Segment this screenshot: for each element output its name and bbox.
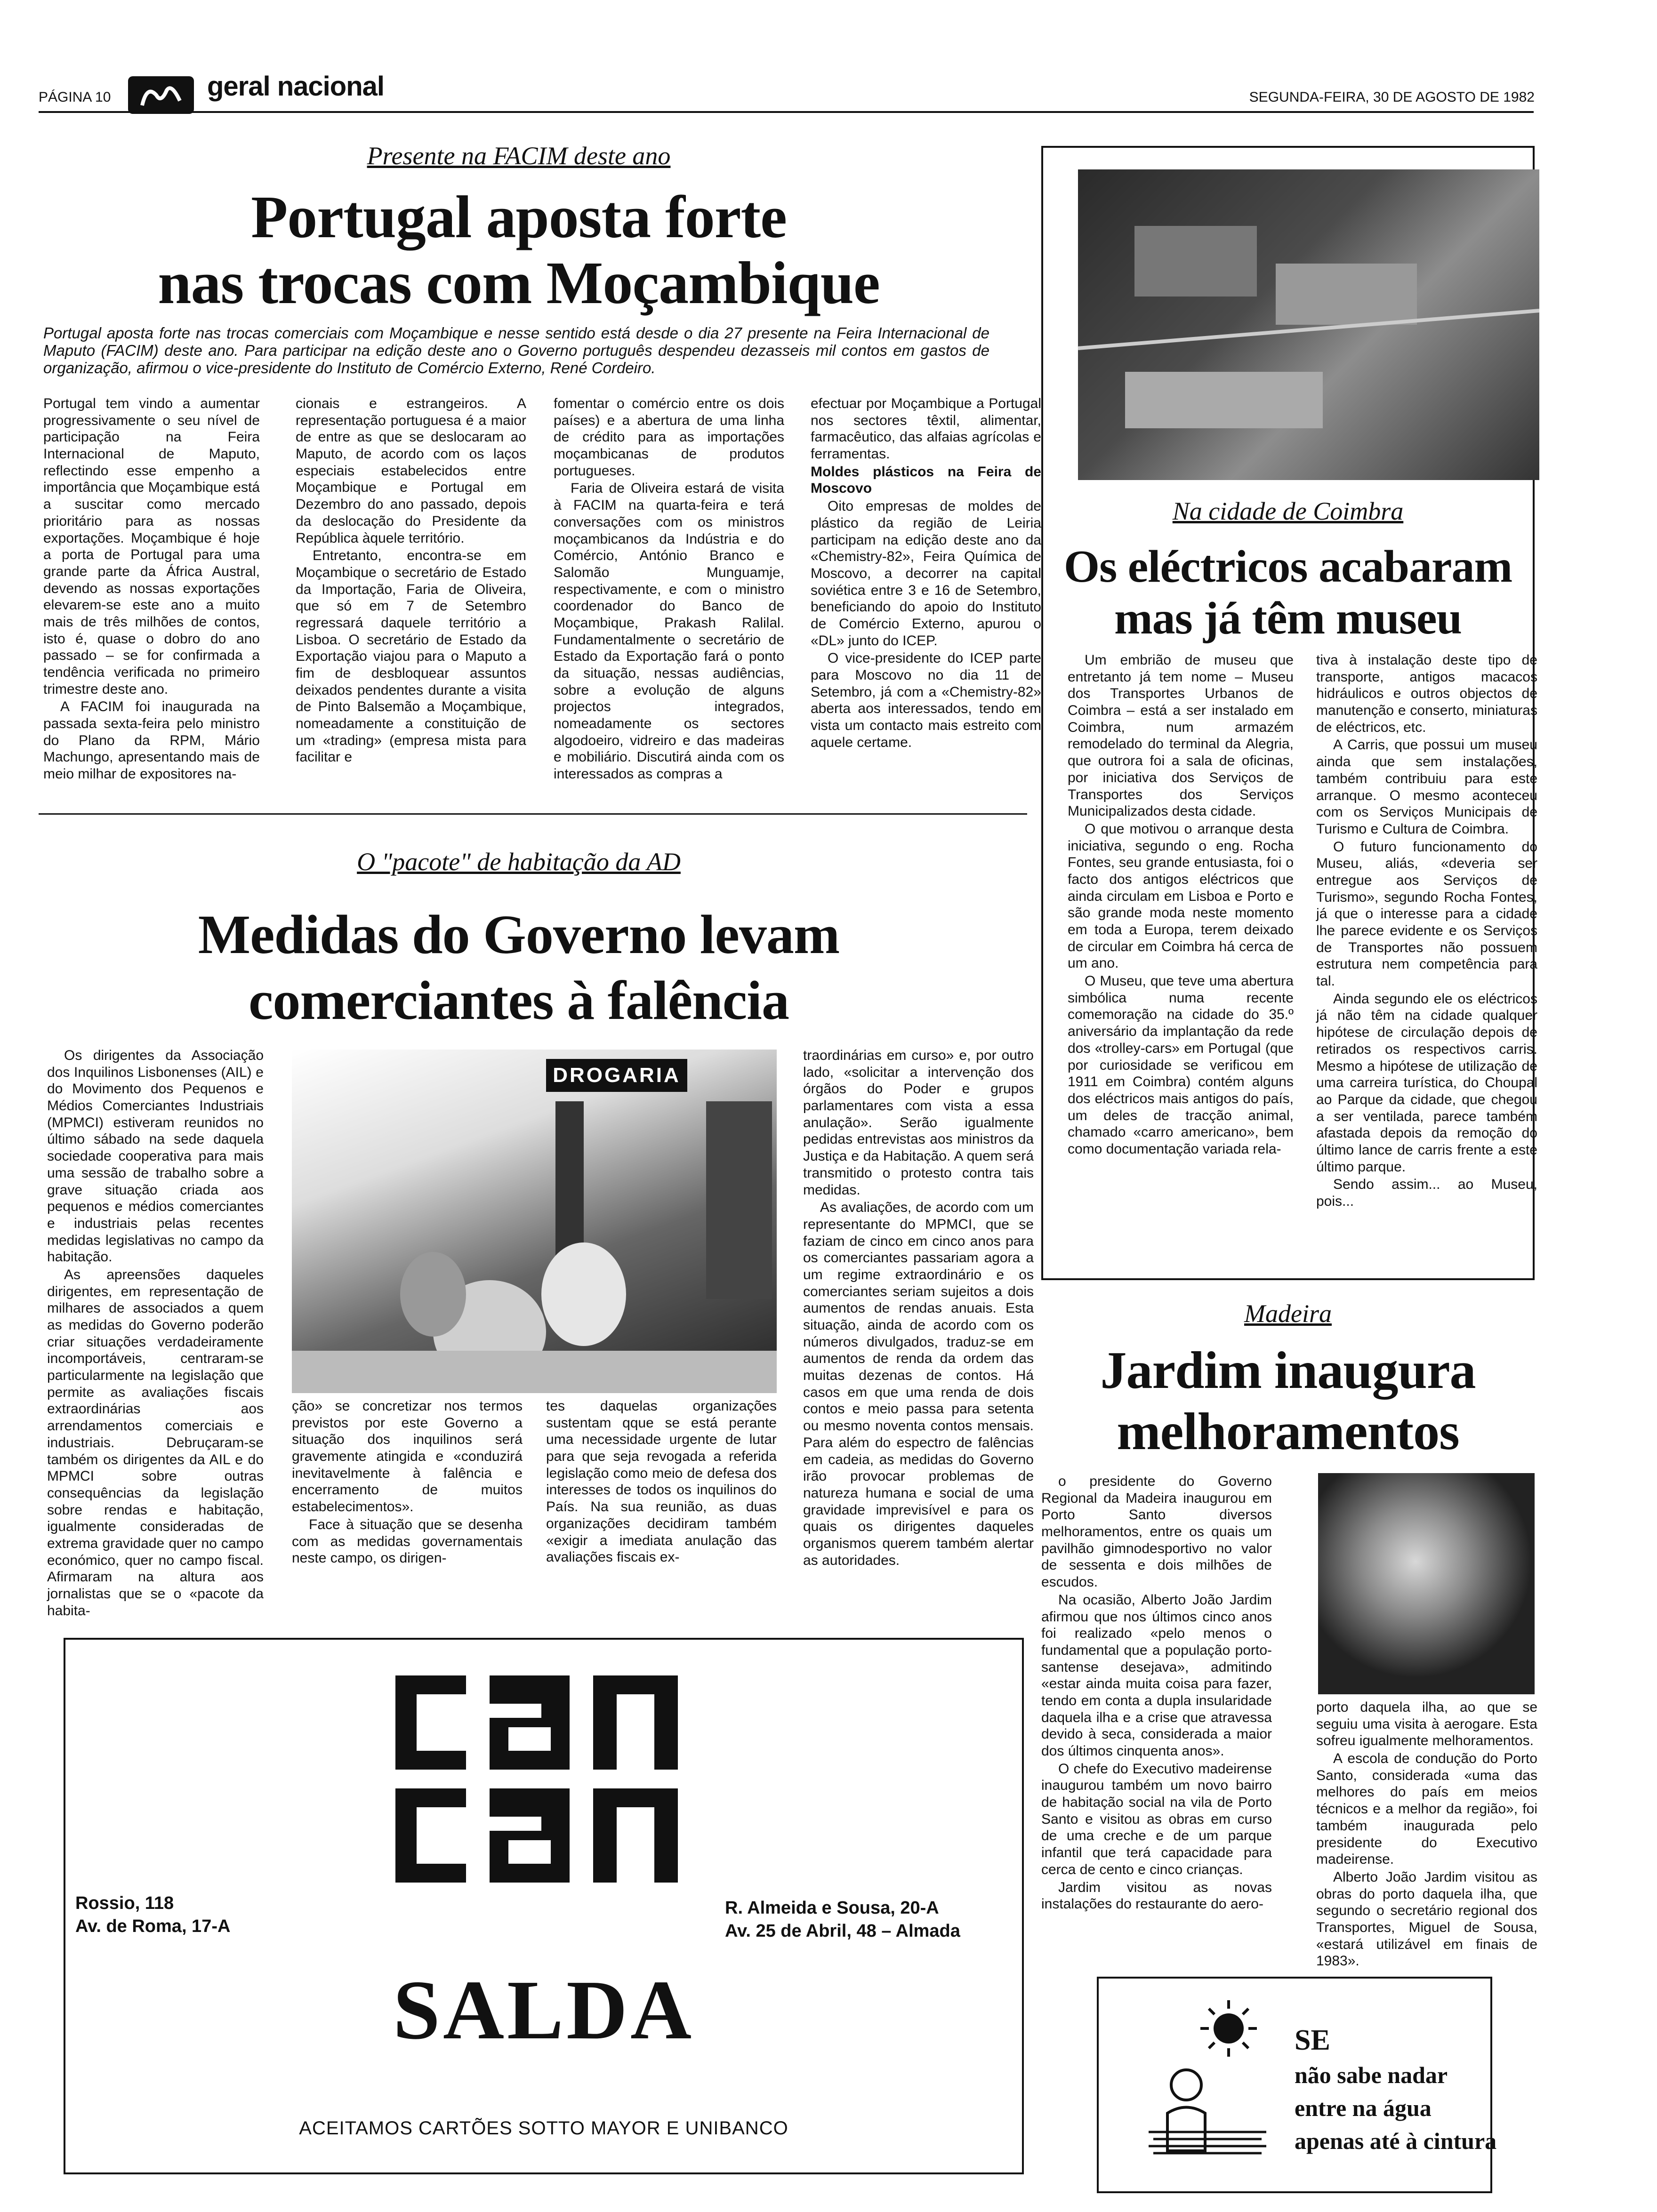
address-line: Av. 25 de Abril, 48 – Almada <box>725 1921 960 1941</box>
paragraph: Face à situação que se desenha com as medidas governamentais neste campo, os dirigen- <box>292 1516 523 1566</box>
paragraph: Jardim visitou as novas instalações do restaurante do aero- <box>1041 1879 1272 1912</box>
paragraph: porto daquela ilha, ao que se seguiu uma visita à aerogare. Esta sofreu igualmente melhoramentos. <box>1316 1699 1537 1749</box>
article1-column-4 <box>811 395 1041 781</box>
paragraph: As apreensões daqueles dirigentes, em representação de milhares de associados a quem as medidas do Governo poderão criar situações verdadeiramente incomportáveis, centraram-se particularmente na legislação que permite as avaliações fiscais extraordinárias aos arrendamentos comerciais e industriais. Debruçaram-se também os dirigentes da AIL e do MPMCI sobre outras consequências da legislação sobre rendas e habitação, igualmente consideradas de extrema gravidade quer no campo económico, quer no campo fiscal. Afirmaram na altura aos jornalistas que se o «pacote da habita- <box>47 1266 264 1619</box>
tram-museum-photo <box>1078 169 1539 480</box>
article4-headline-line1: Jardim inaugura <box>1100 1341 1476 1400</box>
section-title: geral nacional <box>207 71 385 102</box>
advert-address-left <box>75 1892 230 1939</box>
article-divider <box>39 813 1027 815</box>
article1-column-3 <box>554 395 784 781</box>
article1-lead: Portugal aposta forte nas trocas comerciais com Moçambique e nesse sentido está desde o dia 27 presente na Feira Internacional de Maputo (FACIM) deste ano. Para participar na edição deste ano o Governo português despendeu dezasseis mil contos em gastos de organização, afirmou o vice-presidente do Instituto de Comércio Externo, René Cordeiro. <box>43 324 989 377</box>
article4-headline-line2: melhoramentos <box>1117 1403 1459 1461</box>
address-line: Rossio, 118 <box>75 1893 174 1913</box>
paragraph: O futuro funcionamento do Museu, aliás, «deveria ser entregue aos Serviços de Turismo», segundo Rocha Fontes, já que o interesse para a cidade lhe parece evidente e os Serviços de Transportes não possuem estrutura nem competência para tal. <box>1316 839 1537 989</box>
article2-headline-line2: mas já têm museu <box>1114 593 1462 644</box>
paragraph: Faria de Oliveira estará de visita à FACIM na quarta-feira e terá conversações com os ministros moçambicanos da Indústria e do Comércio, António Branco e Salomão Munguamje, respectivamente, e com o ministro coordenador do Banco de Moçambique, Prakash Ralilal. Fundamentalmente o secretário de Estado da Exportação fará o ponto da situação, nessas audiências, sobre a evolução de alguns projectos integrados, nomeadamente os sectores algodoeiro, vidreiro e das madeiras e mobiliário. Discutirá ainda com os interessados as compras a <box>554 481 784 782</box>
psa-line-2: não sabe nadar <box>1295 2062 1448 2088</box>
article2-headline-line1: Os eléctricos acabaram <box>1063 541 1512 592</box>
paragraph: O vice-presidente do ICEP parte para Moscovo no dia 11 de Setembro, já com a «Chemistry-82» aberta aos interessados, tendo em vista um contacto mais estreito com aquele certame. <box>811 650 1041 750</box>
paragraph: efectuar por Moçambique a Portugal nos sectores têxtil, alimentar, farmacêutico, das alfaias agrícolas e ferramentas. <box>811 396 1041 462</box>
paragraph: fomentar o comércio entre os dois países) e a abertura de uma linha de crédito para as importações moçambicanas de produtos portugueses. <box>554 396 784 479</box>
paragraph: O que motivou o arranque desta iniciativa, segundo o eng. Rocha Fontes, seu grande entusiasta, foi o facto dos antigos eléctricos que ainda circulam em Lisboa e Porto e são grande moda neste momento em toda a Europa, terem deixado de circular em Coimbra há cerca de um ano. <box>1068 821 1294 971</box>
article3-kicker: O "pacote" de habitação da AD <box>357 848 681 876</box>
paragraph: Sendo assim... ao Museu, pois... <box>1316 1177 1537 1209</box>
subheading: Moldes plásticos na Feira de Moscovo <box>811 464 1041 497</box>
article1-column-2 <box>296 395 526 781</box>
paragraph: tiva à instalação deste tipo de transporte, antigos macacos hidráulicos e outros objectos de manutenção e conserto, miniaturas de eléctricos, etc. <box>1316 652 1537 735</box>
paragraph: A FACIM foi inaugurada na passada sexta-feira pelo ministro do Plano da RPM, Mário Machungo, apresentando mais de meio milhar de expositores na- <box>43 699 260 782</box>
header-rule <box>39 111 1534 113</box>
newspaper-logo <box>128 76 194 114</box>
advert-address-right <box>725 1897 960 1943</box>
paragraph: Entretanto, encontra-se em Moçambique o secretário de Estado da Importação, Faria de Oliveira, que só em 7 de Setembro regressará daquele território a Lisboa. O secretário de Estado da Exportação viajou para o Maputo a fim de desbloquear assuntos deixados pendentes durante a visita de Pinto Balsemão a Moçambique, nomeadamente a constituição de um «trading» (empresa mista para facilitar e <box>296 548 526 765</box>
paragraph: cionais e estrangeiros. A representação portuguesa é a maior de entre as que se deslocaram ao Maputo, de acordo com os laços especiais estabelecidos entre Moçambique e Portugal em Dezembro do ano passado, depois da deslocação do Presidente da República àquele território. <box>296 396 526 546</box>
article4-column-2 <box>1316 1699 1537 1969</box>
paragraph: traordinárias em curso» e, por outro lado, «solicitar a intervenção dos órgãos do Poder e grupos parlamentares com vista a essa anulação». Serão igualmente pedidas entrevistas aos ministros da Justiça e da Habitação. A quem será transmitido o protesto contra tais medidas. <box>803 1048 1034 1198</box>
article3-column-3 <box>546 1398 777 1614</box>
article1-kicker: Presente na FACIM deste ano <box>367 142 671 170</box>
cancan-logo <box>395 1675 678 1883</box>
paragraph: Um embrião de museu que entretanto já tem nome – Museu dos Transportes Urbanos de Coimbra – está a ser instalado em Coimbra, num armazém remodelado do terminal da Alegria, que outrora foi a sala de oficinas, por iniciativa dos Serviços de Transportes dos Serviços Municipalizados desta cidade. <box>1068 652 1294 819</box>
swimmer-illustration <box>1149 1996 1271 2174</box>
article2-kicker: Na cidade de Coimbra <box>1172 497 1404 525</box>
issue-date: SEGUNDA-FEIRA, 30 DE AGOSTO DE 1982 <box>1249 89 1535 105</box>
paragraph: A escola de condução do Porto Santo, considerada «uma das melhores do país em meios técnicos e a melhor da região», foi também inaugurada pelo presidente do Executivo madeirense. <box>1316 1751 1537 1867</box>
article4-column-1 <box>1041 1473 1272 1953</box>
article4-kicker: Madeira <box>1244 1299 1332 1328</box>
article1-headline-line1: Portugal aposta forte <box>251 184 787 250</box>
drugstore-photo <box>292 1050 777 1393</box>
paragraph: tes daquelas organizações sustentam qque se está perante uma necessidade urgente de lutar para que seja revogada a referida legislação como meio de defesa dos interesses de todos os inquilinos do País. Na sua reunião, as duas organizações decidiram também «exigir a imediata anulação das avaliações fiscais ex- <box>546 1398 777 1565</box>
article1-headline-line2: nas trocas com Moçambique <box>158 249 880 316</box>
article1-column-1 <box>43 395 260 781</box>
paragraph: ção» se concretizar nos termos previstos por este Governo a situação dos inquilinos será gravemente atingida e «conduzirá inevitavelmente à falência e encerramento de muitos estabelecimentos». <box>292 1398 523 1515</box>
paragraph: Alberto João Jardim visitou as obras do porto daquela ilha, que segundo o secretário regional dos Transportes, Miguel de Sousa, «estará utilizável em finais de 1983». <box>1316 1869 1537 1969</box>
article2-column-2 <box>1316 652 1537 1268</box>
paragraph: o presidente do Governo Regional da Madeira inaugurou em Porto Santo diversos melhoramentos, entre os quais um pavilhão gimnodesportivo no valor de sessenta e dois milhões de escudos. <box>1041 1474 1272 1590</box>
paragraph: Oito empresas de moldes de plástico da região de Leiria participam na edição deste ano da «Chemistry-82», Feira Química de Moscovo, a decorrer na capital soviética entre 3 e 16 de Setembro, beneficiando do apoio do Instituto de Comércio Externo, apurou o «DL» junto do ICEP. <box>811 498 1041 649</box>
jardim-portrait-photo <box>1318 1473 1535 1694</box>
advert-sale-headline: SALDA <box>393 1963 695 2057</box>
article3-column-4 <box>803 1047 1034 1612</box>
paragraph: Na ocasião, Alberto João Jardim afirmou que nos últimos cinco anos foi realizado «pelo menos o fundamental que a população porto-santense desejava», admitindo «estar ainda muita coisa para fazer, tendo em conta a dupla insularidade daquela ilha e a crise que atravessa devido à seca, considerada a maior dos últimos cinquenta anos». <box>1041 1592 1272 1759</box>
psa-line-3: entre na água <box>1295 2095 1432 2121</box>
paragraph: Ainda segundo ele os eléctricos já não têm na cidade qualquer hipótese de circulação depois de retirados os respectivos carris. Mesmo a hipótese de utilização de uma carreira turística, do Choupal ao Parque da cidade, que chegou a ser ventilada, parece também afastada depois da remoção do último lance de carris frente a este último parque. <box>1316 991 1537 1175</box>
drugstore-sign: DROGARIA <box>546 1059 687 1092</box>
paragraph: O chefe do Executivo madeirense inaugurou também um novo bairro de habitação social na vila de Porto Santo e visitou as obras em curso de uma creche e de um parque infantil que terá capacidade para cerca de cento e cinco crianças. <box>1041 1761 1272 1877</box>
paragraph: Os dirigentes da Associação dos Inquilinos Lisbonenses (AIL) e do Movimento dos Pequenos e Médios Comerciantes Industriais (MPMCI) estiveram reunidos no último sábado na sede daquela sociedade cooperativa para mais uma sessão de trabalho sobre a grave situação criada aos pequenos e médios comerciantes e industriais pelas recentes medidas legislativas no campo da habitação. <box>47 1048 264 1265</box>
psa-line-1: SE <box>1295 2024 1330 2056</box>
paragraph: O Museu, que teve uma abertura simbólica numa recente comemoração na cidade do 35.º aniversário da implantação da rede dos «trolley-cars» em Portugal (que por curiosidade se verificou em 1911 em Coimbra) contém alguns dos eléctricos mais antigos do país, um deles de tracção animal, chamado «carro americano», bem como documentação variada rela- <box>1068 973 1294 1157</box>
address-line: R. Almeida e Sousa, 20-A <box>725 1898 939 1918</box>
article3-column-1 <box>47 1047 264 1619</box>
page-number: PÁGINA 10 <box>39 89 111 105</box>
address-line: Av. de Roma, 17-A <box>75 1916 231 1937</box>
advert-footer: ACEITAMOS CARTÕES SOTTO MAYOR E UNIBANCO <box>299 2118 788 2139</box>
article2-column-1 <box>1068 652 1294 1268</box>
article3-headline-line2: comerciantes à falência <box>249 970 789 1031</box>
paragraph: A Carris, que possui um museu ainda que sem instalações, também contribuiu para este arranque. O mesmo aconteceu com os Serviços Municipais de Turismo e Cultura de Coimbra. <box>1316 737 1537 837</box>
paragraph: As avaliações, de acordo com um representante do MPMCI, que se faziam de cinco em cinco anos para os comerciantes passariam agora a um regime extraordinário e os comerciantes seriam sujeitos a dois aumentos de rendas anuais. Esta situação, ainda de acordo com os números divulgados, traduz-se em aumentos de renda da ordem das muitas dezenas de contos. Há casos em que uma renda de dois contos e meio passa para setenta ou mesmo noventa contos mensais. Para além do espectro de falências em cadeia, as medidas do Governo irão provocar problemas de natureza humana e social de uma gravidade imprevisível e para os quais os dirigentes daqueles organismos querem também alertar as autoridades. <box>803 1200 1034 1568</box>
article3-column-2 <box>292 1398 523 1614</box>
paragraph: Portugal tem vindo a aumentar progressivamente o seu nível de participação na Feira Internacional de Maputo, reflectindo esse empenho a importância que Moçambique está a suscitar como mercado prioritário para as nossas exportações. Moçambique é hoje a porta de Portugal para uma grande parte da África Austral, devendo as nossas exportações elevarem-se este ano a muito mais de três milhões de contos, isto é, quase o dobro do ano passado – se for confirmada a tendência verificada no primeiro trimestre deste ano. <box>43 396 260 697</box>
psa-line-4: apenas até à cintura <box>1295 2128 1497 2154</box>
article3-headline-line1: Medidas do Governo levam <box>198 904 840 965</box>
